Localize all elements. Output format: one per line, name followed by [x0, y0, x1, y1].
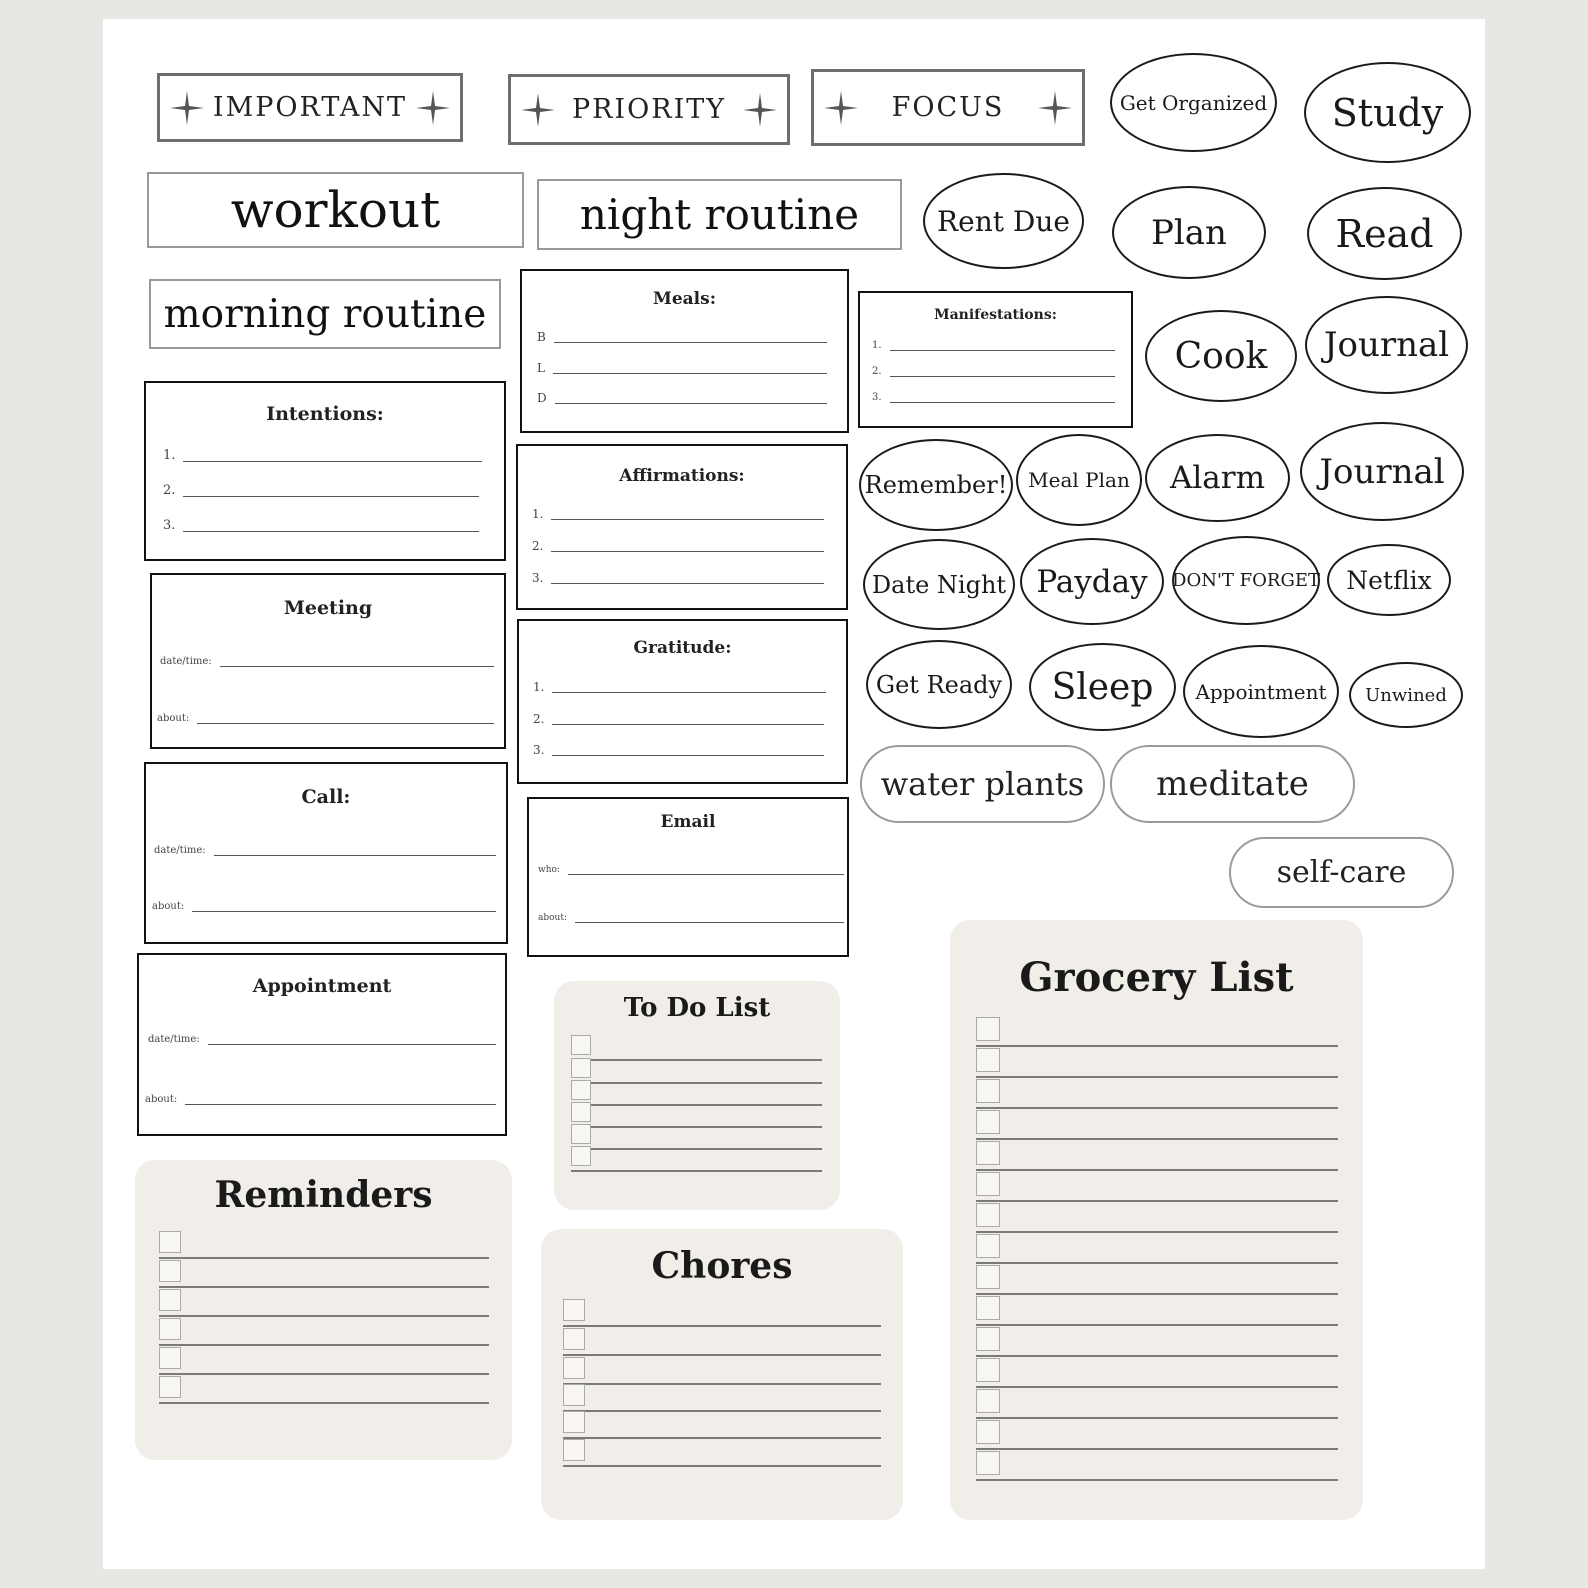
checklist-line [159, 1373, 489, 1375]
affirmations-row-label: 1. [532, 507, 544, 521]
meeting-row-label: about: [157, 713, 190, 724]
intentions-row-label: 3. [163, 518, 176, 533]
self-care-pill: self-care [1229, 837, 1454, 908]
writing-line [551, 518, 824, 520]
affirmations-title: Affirmations: [619, 466, 745, 486]
checkbox[interactable] [563, 1357, 585, 1379]
checkbox[interactable] [976, 1296, 1000, 1320]
writing-line [183, 495, 479, 497]
sparkle-icon [743, 93, 777, 127]
checklist-item[interactable] [976, 1174, 1338, 1196]
checkbox[interactable] [159, 1289, 181, 1311]
checklist-item[interactable] [159, 1233, 489, 1253]
email-row-label: about: [538, 913, 567, 923]
writing-line [554, 341, 827, 343]
affirmations-row-label: 3. [532, 571, 544, 585]
writing-line [890, 401, 1115, 403]
checklist-item[interactable] [976, 1453, 1338, 1475]
writing-line [220, 665, 494, 667]
writing-line [192, 910, 496, 912]
checkbox[interactable] [563, 1299, 585, 1321]
checklist-line [976, 1355, 1338, 1357]
checklist-item[interactable] [571, 1148, 822, 1166]
plan-oval: Plan [1112, 186, 1266, 279]
checkbox[interactable] [976, 1358, 1000, 1382]
checklist-line [563, 1383, 881, 1385]
checklist-line [563, 1465, 881, 1467]
cook-oval: Cook [1145, 310, 1297, 402]
checklist-item[interactable] [159, 1378, 489, 1398]
checklist-item[interactable] [976, 1422, 1338, 1444]
sparkle-icon [521, 93, 555, 127]
unwined-oval: Unwined [1349, 662, 1463, 728]
checkbox[interactable] [159, 1260, 181, 1282]
checkbox[interactable] [571, 1124, 591, 1144]
checkbox[interactable] [571, 1058, 591, 1078]
chores-title: Chores [651, 1245, 793, 1287]
checklist-line [976, 1200, 1338, 1202]
read-oval: Read [1307, 187, 1462, 280]
checklist-item[interactable] [976, 1391, 1338, 1413]
writing-line [551, 582, 824, 584]
writing-line [552, 754, 824, 756]
checklist-line [159, 1402, 489, 1404]
study-oval: Study [1304, 62, 1471, 163]
checklist-line [976, 1076, 1338, 1078]
checkbox[interactable] [976, 1110, 1000, 1134]
checkbox[interactable] [976, 1234, 1000, 1258]
writing-line [183, 530, 479, 532]
focus-text: FOCUS [891, 92, 1005, 123]
checkbox[interactable] [976, 1048, 1000, 1072]
intentions-row-label: 2. [163, 483, 176, 498]
affirmations-card [516, 444, 848, 610]
manifestations-row-label: 3. [872, 392, 882, 403]
checklist-item[interactable] [976, 1360, 1338, 1382]
chores-card [541, 1229, 903, 1520]
checkbox[interactable] [563, 1411, 585, 1433]
reminders-title: Reminders [214, 1174, 433, 1216]
checklist-line [571, 1170, 822, 1172]
important-label [157, 73, 463, 142]
checkbox[interactable] [159, 1318, 181, 1340]
focus-label [811, 69, 1085, 146]
meals-title: Meals: [653, 289, 716, 309]
affirmations-row-label: 2. [532, 539, 544, 553]
important-text: IMPORTANT [212, 92, 408, 123]
checklist-item[interactable] [563, 1301, 881, 1321]
checkbox[interactable] [976, 1079, 1000, 1103]
checkbox[interactable] [976, 1203, 1000, 1227]
checklist-line [976, 1479, 1338, 1481]
journal-oval-2: Journal [1300, 422, 1464, 521]
checklist-line [563, 1437, 881, 1439]
checklist-line [159, 1315, 489, 1317]
sparkle-icon [824, 91, 858, 125]
dont-forget-oval: DON'T FORGET [1172, 536, 1320, 625]
sparkle-icon [1038, 91, 1072, 125]
checklist-item[interactable] [976, 1267, 1338, 1289]
date-night-oval: Date Night [863, 539, 1015, 630]
checklist-item[interactable] [563, 1441, 881, 1461]
call-row-label: about: [152, 901, 185, 912]
checklist-item[interactable] [563, 1386, 881, 1406]
workout-label: workout [147, 172, 524, 248]
checklist-line [976, 1262, 1338, 1264]
get-organized-oval: Get Organized [1110, 53, 1277, 152]
checkbox[interactable] [563, 1384, 585, 1406]
checkbox[interactable] [976, 1141, 1000, 1165]
gratitude-row-label: 2. [533, 712, 545, 726]
checkbox[interactable] [976, 1420, 1000, 1444]
checklist-line [976, 1107, 1338, 1109]
checklist-item[interactable] [976, 1236, 1338, 1258]
checklist-item[interactable] [159, 1262, 489, 1282]
checklist-line [976, 1293, 1338, 1295]
email-title: Email [660, 812, 716, 832]
manifestations-row-label: 1. [872, 340, 882, 351]
gratitude-title: Gratitude: [633, 638, 732, 658]
gratitude-row-label: 1. [533, 680, 545, 694]
checkbox[interactable] [159, 1376, 181, 1398]
checklist-item[interactable] [976, 1050, 1338, 1072]
netflix-oval: Netflix [1327, 544, 1451, 616]
checklist-item[interactable] [563, 1413, 881, 1433]
manifestations-card [858, 291, 1133, 428]
writing-line [553, 372, 827, 374]
appointment-card [137, 953, 507, 1136]
writing-line [552, 723, 824, 725]
meal-plan-oval: Meal Plan [1016, 434, 1142, 526]
checklist-line [976, 1417, 1338, 1419]
sparkle-icon [416, 91, 450, 125]
checkbox[interactable] [159, 1347, 181, 1369]
writing-line [551, 550, 824, 552]
checkbox[interactable] [976, 1389, 1000, 1413]
todo-list-card [554, 981, 840, 1210]
water-plants-pill: water plants [860, 745, 1105, 823]
checklist-item[interactable] [159, 1291, 489, 1311]
intentions-row-label: 1. [163, 448, 176, 463]
checklist-item[interactable] [571, 1082, 822, 1100]
writing-line [552, 691, 826, 693]
call-row-label: date/time: [154, 845, 206, 856]
checklist-item[interactable] [976, 1081, 1338, 1103]
checklist-line [976, 1045, 1338, 1047]
checklist-item[interactable] [571, 1126, 822, 1144]
checklist-line [159, 1257, 489, 1259]
checkbox[interactable] [976, 1451, 1000, 1475]
checklist-line [563, 1325, 881, 1327]
appointment-title: Appointment [252, 975, 392, 997]
writing-line [208, 1043, 496, 1045]
checkbox[interactable] [571, 1035, 591, 1055]
meditate-pill: meditate [1110, 745, 1355, 823]
grocery-list-card [950, 920, 1363, 1520]
writing-line [568, 873, 844, 875]
appointment-oval: Appointment [1183, 645, 1339, 738]
meals-row-label: B [537, 330, 546, 344]
email-row-label: who: [538, 865, 560, 875]
meals-row-label: D [537, 391, 547, 405]
reminders-card [135, 1160, 512, 1460]
manifestations-row-label: 2. [872, 366, 882, 377]
checklist-line [976, 1169, 1338, 1171]
checklist-line [976, 1231, 1338, 1233]
checkbox[interactable] [159, 1231, 181, 1253]
appointment-row-label: about: [145, 1094, 178, 1105]
checklist-item[interactable] [571, 1037, 822, 1055]
appointment-row-label: date/time: [148, 1034, 200, 1045]
checklist-line [976, 1386, 1338, 1388]
intentions-card [144, 381, 506, 561]
get-ready-oval: Get Ready [866, 640, 1012, 729]
sparkle-icon [170, 91, 204, 125]
priority-text: PRIORITY [571, 94, 727, 125]
writing-line [890, 375, 1115, 377]
checklist-item[interactable] [976, 1112, 1338, 1134]
checklist-item[interactable] [563, 1330, 881, 1350]
checkbox[interactable] [976, 1327, 1000, 1351]
writing-line [214, 854, 496, 856]
meeting-title: Meeting [283, 597, 373, 619]
checklist-item[interactable] [571, 1104, 822, 1122]
sleep-oval: Sleep [1029, 643, 1176, 731]
meals-card [520, 269, 849, 433]
checklist-line [976, 1138, 1338, 1140]
payday-oval: Payday [1020, 538, 1164, 625]
checkbox[interactable] [563, 1439, 585, 1461]
morning-routine-label: morning routine [149, 279, 501, 349]
writing-line [185, 1103, 496, 1105]
night-routine-label: night routine [537, 179, 902, 250]
checklist-item[interactable] [976, 1019, 1338, 1041]
checkbox[interactable] [571, 1146, 591, 1166]
checklist-line [976, 1448, 1338, 1450]
grocery-list-title: Grocery List [1019, 954, 1294, 1001]
remember-oval: Remember! [859, 439, 1013, 531]
checkbox[interactable] [976, 1172, 1000, 1196]
checkbox[interactable] [571, 1080, 591, 1100]
alarm-oval: Alarm [1145, 434, 1290, 522]
meals-row-label: L [537, 361, 545, 375]
checkbox[interactable] [571, 1102, 591, 1122]
checklist-item[interactable] [976, 1329, 1338, 1351]
checklist-item[interactable] [159, 1349, 489, 1369]
checklist-line [976, 1324, 1338, 1326]
checklist-item[interactable] [571, 1060, 822, 1078]
intentions-title: Intentions: [266, 403, 384, 425]
checklist-item[interactable] [976, 1143, 1338, 1165]
writing-line [890, 349, 1115, 351]
meeting-row-label: date/time: [160, 656, 212, 667]
journal-oval-1: Journal [1305, 296, 1468, 394]
checklist-line [159, 1344, 489, 1346]
manifestations-title: Manifestations: [934, 307, 1057, 323]
rent-due-oval: Rent Due [923, 173, 1084, 269]
writing-line [555, 402, 827, 404]
checklist-item[interactable] [159, 1320, 489, 1340]
email-card [527, 797, 849, 957]
gratitude-row-label: 3. [533, 743, 545, 757]
call-title: Call: [301, 786, 351, 808]
priority-label [508, 74, 790, 145]
checklist-line [563, 1410, 881, 1412]
writing-line [183, 460, 482, 462]
checklist-line [159, 1286, 489, 1288]
call-card [144, 762, 508, 944]
gratitude-card [517, 619, 848, 784]
writing-line [197, 722, 494, 724]
checkbox[interactable] [976, 1017, 1000, 1041]
checklist-item[interactable] [563, 1359, 881, 1379]
writing-line [575, 921, 844, 923]
todo-list-title: To Do List [623, 993, 771, 1023]
checklist-line [563, 1354, 881, 1356]
checkbox[interactable] [563, 1328, 585, 1350]
meeting-card [150, 573, 506, 749]
checkbox[interactable] [976, 1265, 1000, 1289]
checklist-item[interactable] [976, 1298, 1338, 1320]
checklist-item[interactable] [976, 1205, 1338, 1227]
